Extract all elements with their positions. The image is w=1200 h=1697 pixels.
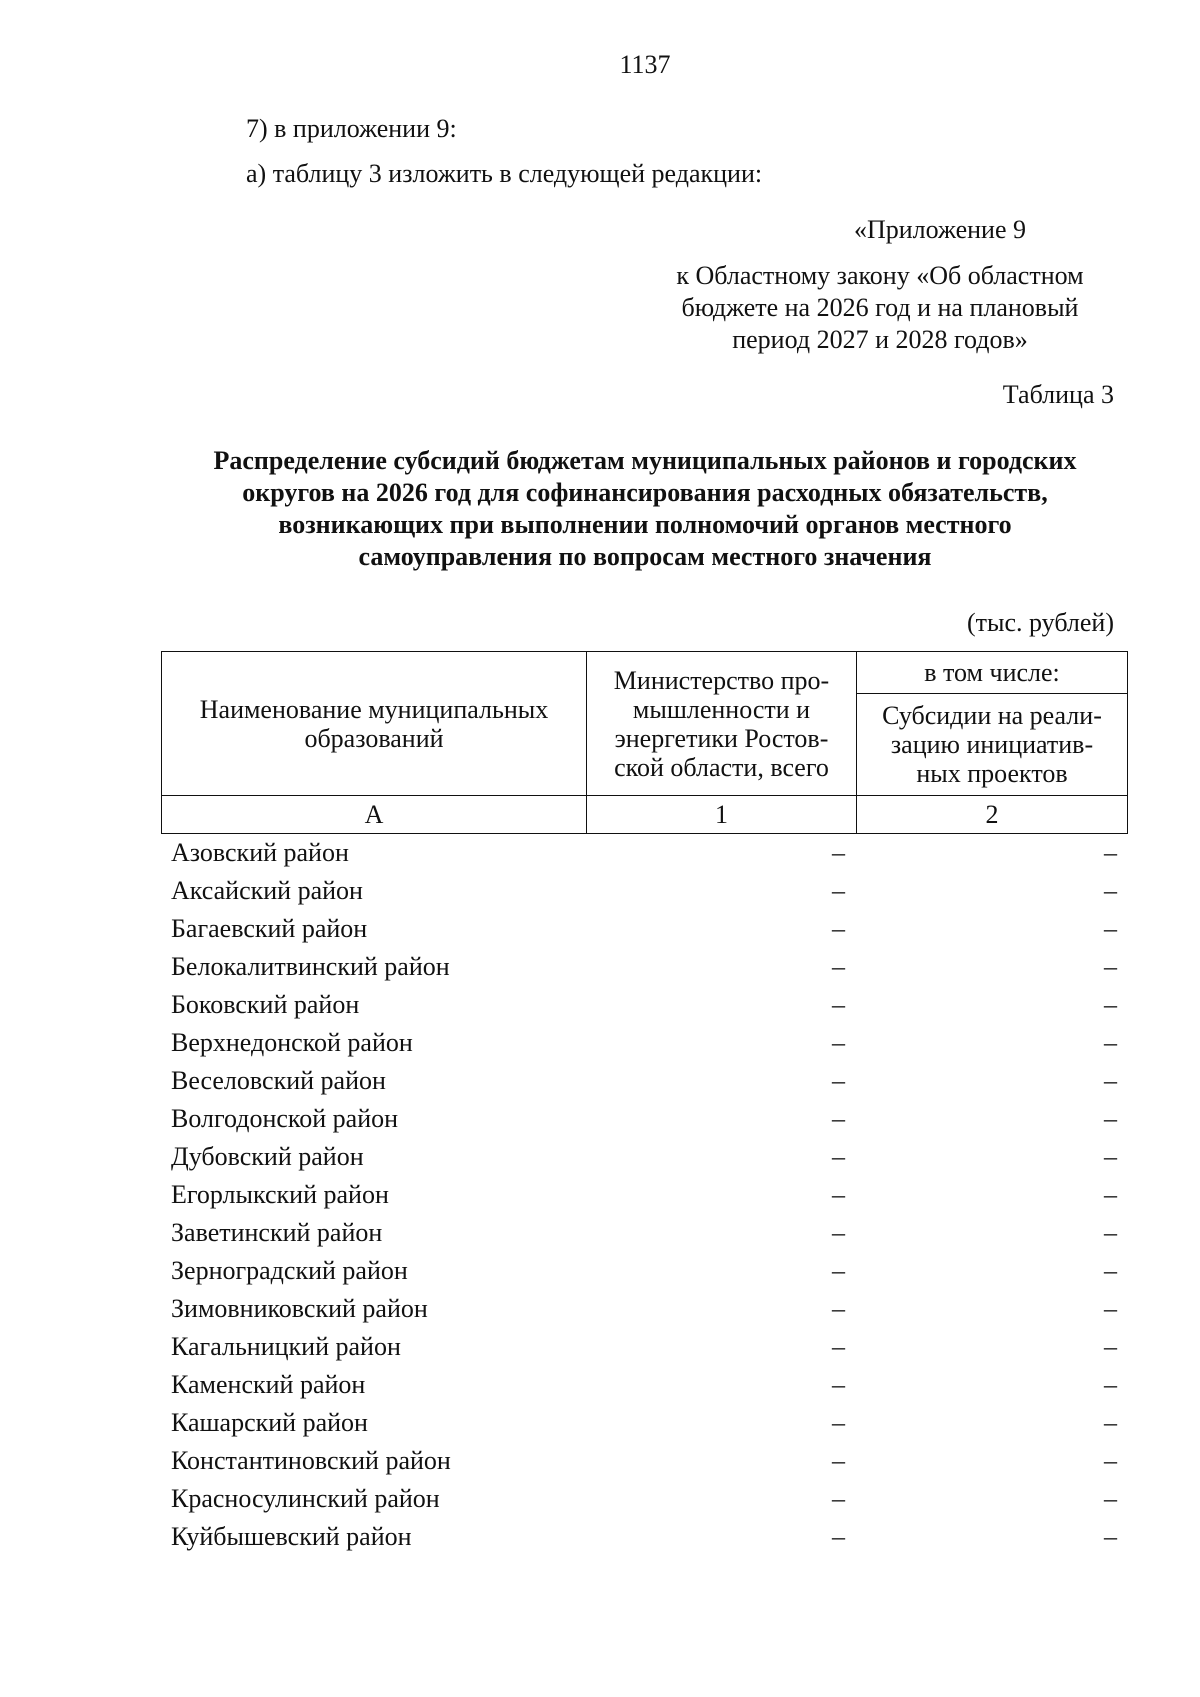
appendix-law-reference [630,260,1130,356]
row-value-total: – [832,1028,845,1057]
row-value-total: – [832,914,845,943]
row-value-total: – [832,838,845,867]
intro-line-2: а) таблицу 3 изложить в следующей редакции: [246,159,763,188]
row-name: Заветинский район [171,1218,383,1247]
row-value-initiative: – [1104,1484,1117,1513]
header-index-a: А [162,796,587,834]
table-row [161,1290,1127,1328]
table-row [161,1214,1127,1252]
row-value-total: – [832,1446,845,1475]
row-value-initiative: – [1104,1028,1117,1057]
table-row [161,1442,1127,1480]
row-name: Боковский район [171,990,360,1019]
appendix-law-line: период 2027 и 2028 годов» [732,325,1028,354]
table-row [161,872,1127,910]
row-value-initiative: – [1104,952,1117,981]
table-row [161,986,1127,1024]
row-value-total: – [832,1256,845,1285]
row-value-initiative: – [1104,1370,1117,1399]
row-value-total: – [832,1294,845,1323]
row-name: Аксайский район [171,876,363,905]
header-ministry-total: Министерство про- мышленности и энергетики Ростов- ской области, всего [587,652,857,796]
row-value-initiative: – [1104,1066,1117,1095]
row-name: Каменский район [171,1370,366,1399]
units-label: (тыс. рублей) [966,608,1114,637]
table-row [161,1138,1127,1176]
row-name: Кагальницкий район [171,1332,401,1361]
row-value-initiative: – [1104,914,1117,943]
table-row [161,1176,1127,1214]
table-body [161,834,1127,1556]
row-name: Верхнедонской район [171,1028,413,1057]
row-name: Багаевский район [171,914,368,943]
row-name: Белокалитвинский район [171,952,450,981]
table-row [161,1328,1127,1366]
document-title-line: возникающих при выполнении полномочий органов местного [278,510,1012,539]
table-row [161,1252,1127,1290]
row-value-total: – [832,1408,845,1437]
header-municipality-name: Наименование муниципальных образований [162,652,587,796]
row-value-initiative: – [1104,838,1117,867]
appendix-law-line: к Областному закону «Об областном [676,261,1084,290]
intro-line-1: 7) в приложении 9: [246,114,457,143]
table-row [161,1366,1127,1404]
document-title-line: округов на 2026 год для софинансирования расходных обязательств, [242,478,1048,507]
row-name: Зерноградский район [171,1256,408,1285]
row-name: Егорлыкский район [171,1180,389,1209]
row-value-total: – [832,1104,845,1133]
row-value-initiative: – [1104,1332,1117,1361]
document-title-line: Распределение субсидий бюджетам муниципальных районов и городских [213,446,1077,475]
row-value-initiative: – [1104,1180,1117,1209]
header-index-2: 2 [857,796,1128,834]
row-value-total: – [832,952,845,981]
row-value-total: – [832,1180,845,1209]
row-name: Веселовский район [171,1066,386,1095]
row-value-initiative: – [1104,1408,1117,1437]
row-name: Дубовский район [171,1142,364,1171]
header-including: в том числе: [857,652,1128,694]
table-label: Таблица 3 [1002,380,1114,409]
document-title-line: самоуправления по вопросам местного значения [358,542,932,571]
row-value-total: – [832,1332,845,1361]
row-value-initiative: – [1104,1294,1117,1323]
row-value-total: – [832,876,845,905]
table-row [161,1062,1127,1100]
row-value-initiative: – [1104,1142,1117,1171]
row-name: Куйбышевский район [171,1522,412,1551]
row-value-initiative: – [1104,876,1117,905]
header-initiative-subsidies: Субсидии на реали- зацию инициатив- ных проектов [857,694,1128,796]
row-value-initiative: – [1104,1522,1117,1551]
document-title [150,445,1140,573]
row-value-initiative: – [1104,990,1117,1019]
appendix-title: «Приложение 9 [853,215,1027,244]
table-row [161,1480,1127,1518]
table-row [161,1024,1127,1062]
row-value-initiative: – [1104,1218,1117,1247]
row-value-total: – [832,1218,845,1247]
row-value-total: – [832,1370,845,1399]
row-name: Константиновский район [171,1446,451,1475]
table-row [161,948,1127,986]
header-index-1: 1 [587,796,857,834]
table-header [161,651,1128,834]
row-value-total: – [832,1522,845,1551]
row-name: Зимовниковский район [171,1294,428,1323]
appendix-law-line: бюджете на 2026 год и на плановый [681,293,1079,322]
row-value-total: – [832,1142,845,1171]
table-row [161,1518,1127,1556]
row-name: Красносулинский район [171,1484,440,1513]
row-value-initiative: – [1104,1104,1117,1133]
row-value-initiative: – [1104,1256,1117,1285]
page-number: 1137 [619,50,671,79]
row-value-total: – [832,990,845,1019]
row-value-total: – [832,1066,845,1095]
row-name: Кашарский район [171,1408,368,1437]
table-row [161,1404,1127,1442]
table-row [161,910,1127,948]
row-name: Азовский район [171,838,349,867]
row-value-initiative: – [1104,1446,1117,1475]
table-row [161,834,1127,872]
table-row [161,1100,1127,1138]
row-name: Волгодонской район [171,1104,399,1133]
row-value-total: – [832,1484,845,1513]
